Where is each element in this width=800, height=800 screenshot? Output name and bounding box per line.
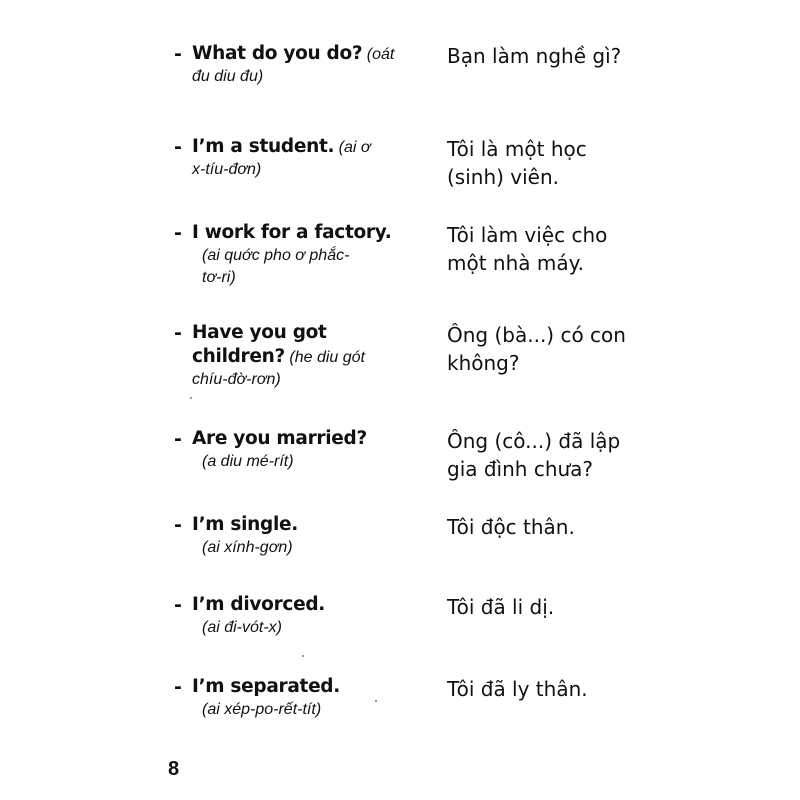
translation-line: Ông (cô...) đã lập	[447, 429, 621, 453]
translation-line: một nhà máy.	[447, 251, 584, 275]
english-text: I’m divorced.	[192, 594, 325, 615]
entry-dash: -	[174, 428, 182, 450]
vietnamese-translation	[447, 135, 687, 191]
vietnamese-translation	[447, 513, 687, 541]
english-text: What do you do?	[192, 43, 363, 64]
english-phrase	[192, 593, 428, 639]
translation-line: gia đình chưa?	[447, 457, 594, 481]
translation-line: Ông (bà...) có con	[447, 323, 626, 347]
scan-speck	[302, 655, 304, 657]
english-text: Are you married?	[192, 428, 367, 449]
english-phrase	[192, 513, 428, 559]
entry-dash: -	[174, 136, 182, 158]
english-text: I work for a factory.	[192, 222, 392, 243]
english-phrase	[192, 221, 428, 289]
english-phrase	[192, 135, 428, 181]
page-number: 8	[168, 758, 180, 780]
entry-dash: -	[174, 322, 182, 344]
pronunciation-line: tơ-ri)	[202, 269, 236, 286]
pronunciation-line: x-tíu-đơn)	[192, 161, 262, 178]
english-text: Have you got	[192, 322, 327, 343]
entry-dash: -	[174, 594, 182, 616]
vietnamese-translation	[447, 221, 687, 277]
vietnamese-translation	[447, 593, 687, 621]
translation-line: Tôi đã li dị.	[447, 595, 555, 619]
entry-dash: -	[174, 514, 182, 536]
translation-line: Tôi độc thân.	[447, 515, 575, 539]
pronunciation-line: đu diu đu)	[192, 68, 264, 85]
pronunciation-line: (ai xép-po-rết-tít)	[202, 701, 322, 718]
vietnamese-translation	[447, 675, 687, 703]
pronunciation-line: (a diu mé-rít)	[202, 453, 294, 470]
pronunciation-inline: (he diu gót	[284, 349, 365, 366]
english-text: I’m separated.	[192, 676, 340, 697]
scan-speck	[190, 397, 192, 399]
translation-line: Tôi là một học	[447, 137, 587, 161]
vietnamese-translation	[447, 42, 687, 70]
pronunciation-line: (ai xính-gơn)	[202, 539, 293, 556]
vietnamese-translation	[447, 321, 687, 377]
scan-speck	[375, 700, 377, 702]
english-text: I’m single.	[192, 514, 299, 535]
pronunciation-inline: (oát	[362, 46, 395, 63]
english-phrase	[192, 675, 428, 721]
english-text-continued: children?	[192, 346, 285, 367]
entry-dash: -	[174, 222, 182, 244]
entry-dash: -	[174, 676, 182, 698]
translation-line: Tôi làm việc cho	[447, 223, 608, 247]
english-phrase	[192, 42, 428, 88]
vietnamese-translation	[447, 427, 687, 483]
translation-line: Tôi đã ly thân.	[447, 677, 588, 701]
entry-dash: -	[174, 43, 182, 65]
pronunciation-inline: (ai ơ	[334, 139, 371, 156]
pronunciation-line: (ai đi-vót-x)	[202, 619, 283, 636]
translation-line: Bạn làm nghề gì?	[447, 44, 622, 68]
english-text: I’m a student.	[192, 136, 335, 157]
english-phrase	[192, 427, 428, 473]
translation-line: (sinh) viên.	[447, 165, 560, 189]
english-phrase	[192, 321, 428, 391]
translation-line: không?	[447, 351, 520, 375]
pronunciation-line: chíu-đờ-rơn)	[192, 371, 281, 388]
pronunciation-line: (ai quớc pho ơ phắc-	[202, 247, 350, 264]
